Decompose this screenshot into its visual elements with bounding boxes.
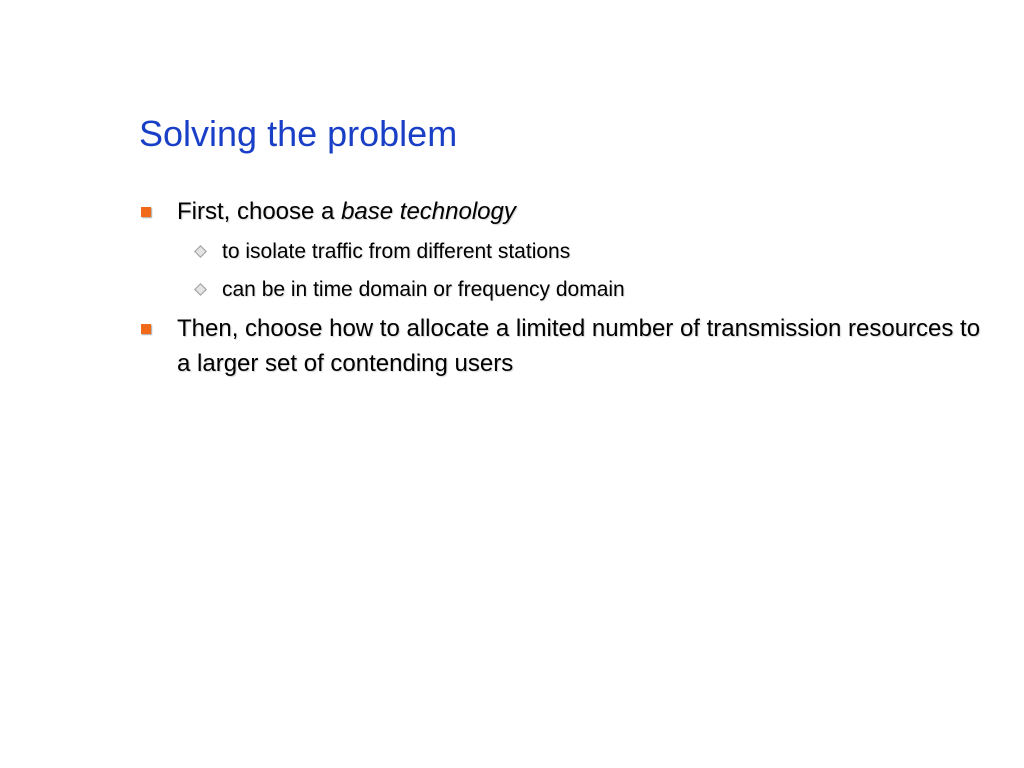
- orange-square-icon: [141, 324, 151, 334]
- sub-bullet-item-2: [139, 271, 999, 309]
- slide-title: Solving the problem: [139, 113, 458, 154]
- orange-square-icon: [141, 207, 151, 217]
- bullet-2-text: Then, choose how to allocate a limited number of transmission resources to a larger set of contending users: [177, 315, 981, 377]
- bullet-1-emphasis: base technology: [341, 198, 516, 225]
- bullet-item-2: [139, 311, 999, 381]
- bullet-1-prefix: First, choose a: [177, 198, 342, 225]
- diamond-icon: [194, 283, 207, 296]
- bullet-list: [139, 194, 999, 381]
- sub-bullet-1-text: to isolate traffic from different stations: [222, 240, 571, 263]
- diamond-icon: [194, 245, 207, 258]
- sub-bullet-item-1: [139, 233, 999, 271]
- bullet-item-1: [139, 194, 999, 229]
- sub-bullet-list: [139, 233, 999, 309]
- sub-bullet-2-text: can be in time domain or frequency domain: [222, 278, 625, 301]
